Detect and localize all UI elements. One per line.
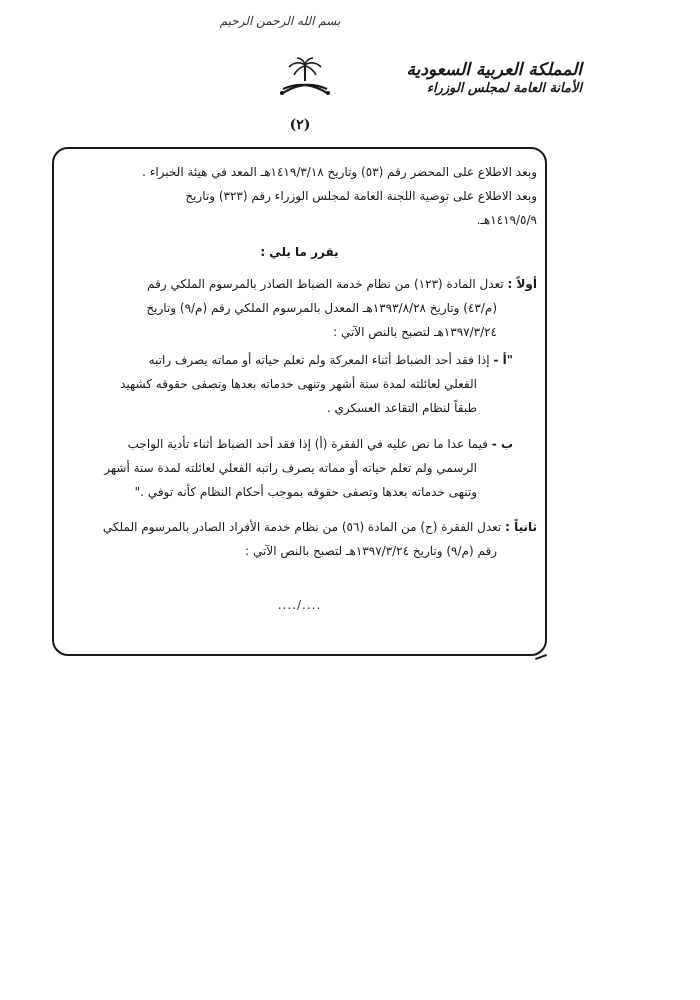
- paragraph-a-line: طبقاً لنظام التقاعد العسكري .: [326, 401, 477, 415]
- article-first-label: أولاً :: [507, 277, 537, 291]
- letterhead: [406, 60, 582, 98]
- preamble: [62, 160, 537, 232]
- preamble-line: وبعد الاطلاع على توصية اللجنة العامة لمجلس الوزراء رقم (٣٢٣) وتاريخ: [185, 189, 537, 203]
- paragraph-b-label: ب -: [491, 437, 513, 451]
- preamble-line: وبعد الاطلاع على المحضر رقم (٥٣) وتاريخ ١٤١٩/٣/١٨هـ المعد في هيئة الخبراء .: [142, 165, 537, 179]
- kingdom-name: المملكة العربية السعودية: [406, 60, 582, 80]
- article-first-line: تعدل المادة (١٢٣) من نظام خدمة الضباط الصادر بالمرسوم الملكي رقم: [147, 277, 504, 291]
- saudi-emblem-icon: [273, 57, 337, 107]
- paragraph-a: [62, 348, 537, 420]
- paragraph-b-line: الرسمي ولم تعلم حياته أو مماته يصرف راتبه الفعلي لعائلته لمدة ستة أشهر: [104, 461, 477, 475]
- decision-heading: يقرر ما يلي :: [260, 245, 339, 259]
- article-second-line: تعدل الفقرة (ح) من المادة (٥٦) من نظام خدمة الأفراد الصادر بالمرسوم الملكي: [102, 520, 502, 534]
- article-first-line: (م/٤٣) وتاريخ ١٣٩٣/٨/٢٨هـ المعدل بالمرسوم الملكي رقم (م/٩) وتاريخ: [146, 301, 497, 315]
- preamble-line: ١٤١٩/٥/٩هـ.: [476, 213, 537, 227]
- paragraph-a-label: "أ -: [493, 353, 513, 367]
- article-first: [62, 272, 537, 344]
- article-second-label: ثانياً :: [505, 520, 537, 534]
- secretariat-name: الأمانة العامة لمجلس الوزراء: [426, 81, 582, 96]
- paragraph-b-line: وتنهى خدماته بعدها وتصفى حقوقه بموجب أحكام النظام كأنه توفي .": [134, 485, 477, 499]
- article-second-line: رقم (م/٩) وتاريخ ١٣٩٧/٣/٢٤هـ لتصبح بالنص الآتي :: [245, 544, 497, 558]
- continuation-marker: ..../....: [277, 598, 322, 612]
- article-second: [62, 515, 537, 563]
- paragraph-b-line: فيما عدا ما نص عليه في الفقرة (أ) إذا فقد أحد الضباط أثناء تأدية الواجب: [127, 437, 488, 451]
- paragraph-b: [62, 432, 537, 504]
- paragraph-a-line: الفعلي لعائلته لمدة ستة أشهر وتنهى خدماته بعدها وتصفى حقوقه كشهيد: [120, 377, 477, 391]
- basmala: بسم الله الرحمن الرحيم: [219, 14, 341, 28]
- article-first-line: ١٣٩٧/٣/٢٤هـ لتصبح بالنص الآتي :: [333, 325, 497, 339]
- paragraph-a-line: إذا فقد أحد الضباط أثناء المعركة ولم تعلم حياته أو مماته يصرف راتبه: [148, 353, 490, 367]
- page-number: (٢): [289, 117, 311, 133]
